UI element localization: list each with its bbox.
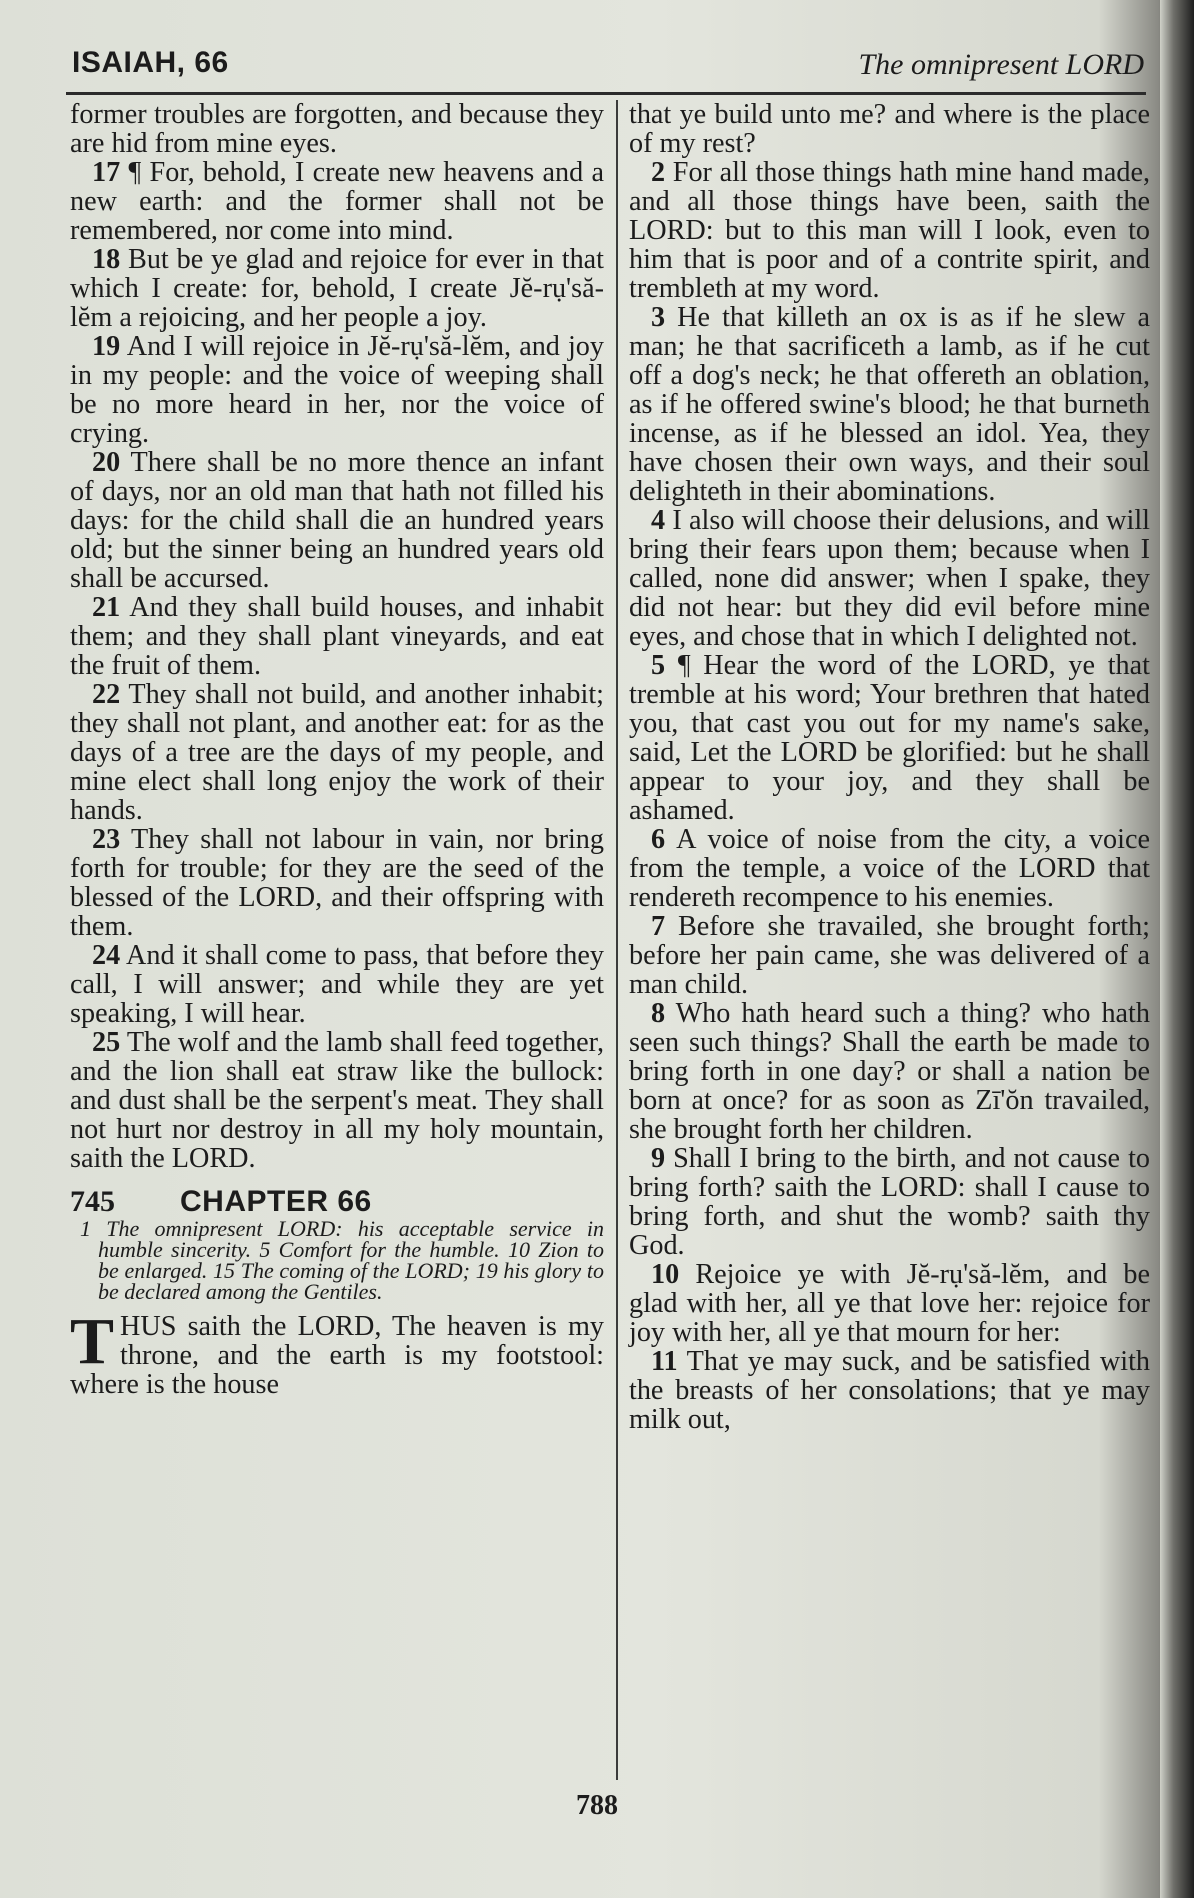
verse	[70, 825, 604, 941]
page-number: 788	[576, 1790, 618, 1821]
verse-number: 19	[92, 331, 121, 362]
verse-number: 2	[651, 157, 666, 188]
verse	[70, 680, 604, 825]
verse-number: 5	[651, 650, 666, 681]
verse-number: 25	[92, 1027, 121, 1058]
verse	[70, 593, 604, 680]
book-spine-shadow	[1160, 0, 1194, 1898]
verse-text: They shall not labour in vain, nor bring forth for trouble; for they are the seed of the blessed of the LORD, and their offspring with them.	[70, 824, 604, 942]
chapter-heading-block	[70, 1187, 604, 1399]
verse-number: 8	[651, 998, 666, 1029]
verse-text: A voice of noise from the city, a voice from the temple, a voice of the LORD that rendereth recompence to his enemies.	[629, 824, 1150, 913]
verse	[70, 1028, 604, 1173]
verse-text: And it shall come to pass, that before they call, I will answer; and while they are yet speaking, I will hear.	[70, 940, 604, 1029]
header-book-chapter: ISAIAH, 66	[72, 46, 229, 79]
verse-number: 11	[651, 1346, 678, 1377]
drop-cap: T	[70, 1305, 115, 1378]
verse-number: 9	[651, 1143, 666, 1174]
verse-number: 7	[651, 911, 666, 942]
verse-number: 20	[92, 447, 121, 478]
verse	[629, 999, 1150, 1144]
verse-continuation: former troubles are forgotten, and because they are hid from mine eyes.	[70, 99, 604, 159]
verse-number: 24	[92, 940, 121, 971]
verse	[629, 303, 1150, 506]
verse	[629, 1144, 1150, 1260]
verse-text: Who hath heard such a thing? who hath seen such things? Shall the earth be made to bring forth in one day? or shall a nation be born at once? for as soon as Zī'ŏn travailed, she brought forth her children.	[629, 998, 1150, 1145]
verse	[629, 912, 1150, 999]
verse-number: 23	[92, 824, 121, 855]
verse	[629, 1260, 1150, 1347]
header-rule	[66, 92, 1146, 95]
left-column	[70, 100, 604, 1399]
left-verse-list	[70, 158, 604, 1173]
verse	[70, 332, 604, 448]
verse-number: 22	[92, 679, 121, 710]
verse-text: I also will choose their delusions, and will bring their fears upon them; because when I called, none did answer; when I spake, they did not hear: but they did evil before mine eyes, and chose that in which I delighted not.	[629, 505, 1150, 652]
chapter-page-ref: 745	[70, 1185, 115, 1218]
chapter-summary: 1 The omnipresent LORD: his acceptable service in humble sincerity. 5 Comfort for the humble. 10 Zion to be enlarged. 15 The coming of the LORD; 19 his glory to be declared among the Gentiles.	[80, 1216, 604, 1304]
verse	[70, 245, 604, 332]
right-column	[629, 100, 1150, 1434]
chapter-opening-verse	[70, 1305, 604, 1400]
header-running-title: The omnipresent LORD	[858, 48, 1144, 81]
verse-number: 6	[651, 824, 666, 855]
chapter-heading	[70, 1187, 604, 1216]
verse-text: Before she travailed, she brought forth; before her pain came, she was delivered of a man child.	[629, 911, 1151, 1000]
verse-text: ¶ Hear the word of the LORD, ye that tremble at his word; Your brethren that hated you, that cast you out for my name's sake, said, Let the LORD be glorified: but he shall appear to your joy, and they shall be ashamed.	[629, 650, 1150, 826]
verse-text: There shall be no more thence an infant of days, nor an old man that hath not filled his days: for the child shall die an hundred years old; but the sinner being an hundred years old shall be accursed.	[70, 447, 604, 594]
verse	[70, 941, 604, 1028]
verse	[629, 506, 1150, 651]
verse-text: But be ye glad and rejoice for ever in that which I create: for, behold, I create Jĕ-rụ'să-lĕm a rejoicing, and her people a joy.	[70, 244, 604, 333]
verse-text: The wolf and the lamb shall feed together, and the lion shall eat straw like the bullock: and dust shall be the serpent's meat. They shall not hurt nor destroy in all my holy mountain, saith the LORD.	[70, 1027, 604, 1174]
verse	[629, 825, 1150, 912]
right-verse-list	[629, 158, 1150, 1434]
verse-text: He that killeth an ox is as if he slew a man; he that sacrificeth a lamb, as if he cut off a dog's neck; he that offereth an oblation, as if he offered swine's blood; he that burneth incense, as if he blessed an idol. Yea, they have chosen their own ways, and their soul delighteth in their abominations.	[629, 302, 1151, 507]
verse-continuation: that ye build unto me? and where is the place of my rest?	[629, 99, 1150, 159]
verse	[629, 158, 1150, 303]
column-divider	[616, 100, 618, 1780]
verse	[629, 651, 1150, 825]
verse	[70, 158, 604, 245]
verse-number: 21	[92, 592, 121, 623]
opening-text: HUS saith the LORD, The heaven is my throne, and the earth is my footstool: where is the house	[70, 1311, 604, 1400]
verse-text: ¶ For, behold, I create new heavens and a new earth: and the former shall not be remembered, nor come into mind.	[70, 157, 605, 246]
verse-number: 10	[651, 1259, 680, 1290]
verse-text: For all those things hath mine hand made, and all those things have been, saith the LORD: but to this man will I look, even to him that is poor and of a contrite spirit, and trembleth at my word.	[629, 157, 1151, 304]
verse-number: 3	[651, 302, 666, 333]
chapter-title: CHAPTER 66	[180, 1185, 372, 1218]
verse-number: 18	[92, 244, 121, 275]
verse-text: Rejoice ye with Jĕ-rụ'să-lĕm, and be glad with her, all ye that love her: rejoice for joy with her, all ye that mourn for her:	[629, 1259, 1151, 1348]
verse-number: 4	[651, 505, 666, 536]
verse-number: 17	[92, 157, 121, 188]
verse	[70, 448, 604, 593]
verse-text: That ye may suck, and be satisfied with the breasts of her consolations; that ye may milk out,	[629, 1346, 1150, 1435]
verse	[629, 1347, 1150, 1434]
verse-text: And I will rejoice in Jĕ-rụ'să-lĕm, and joy in my people: and the voice of weeping shall be no more heard in her, nor the voice of crying.	[70, 331, 604, 449]
verse-text: And they shall build houses, and inhabit them; and they shall plant vineyards, and eat the fruit of them.	[70, 592, 604, 681]
verse-text: They shall not build, and another inhabit; they shall not plant, and another eat: for as the days of a tree are the days of my people, and mine elect shall long enjoy the work of their hands.	[70, 679, 604, 826]
verse-text: Shall I bring to the birth, and not cause to bring forth? saith the LORD: shall I cause to bring forth, and shut the womb? saith thy God.	[629, 1143, 1151, 1261]
